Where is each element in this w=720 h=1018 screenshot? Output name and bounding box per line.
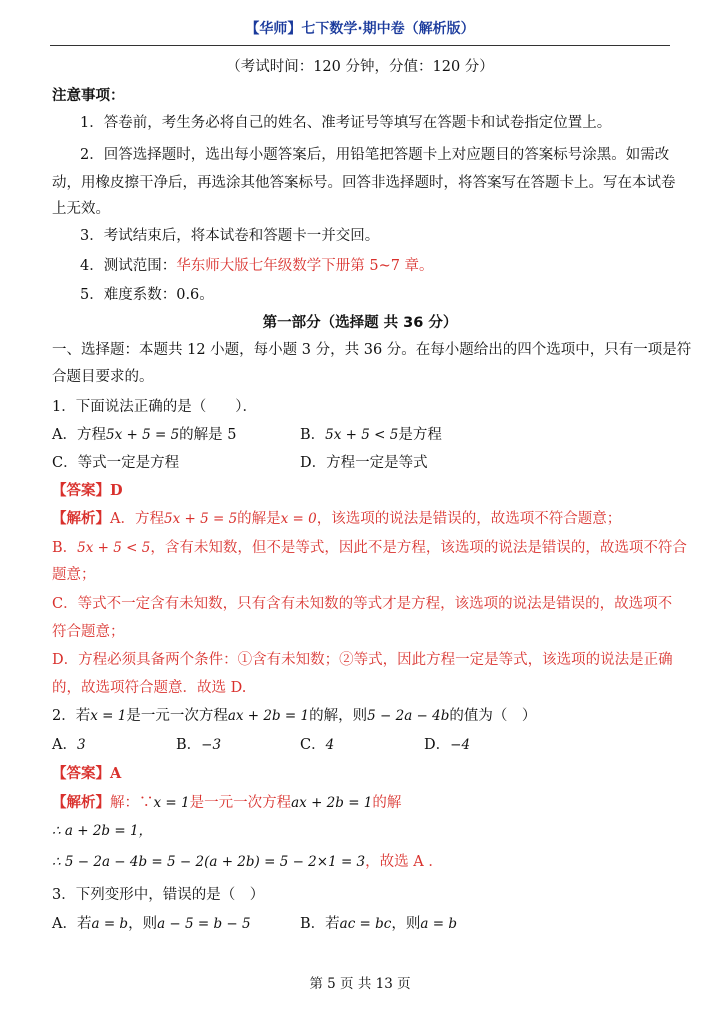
math-expression: ∴ 5 − 2a − 4b = 5 − 2(a + 2b) = 5 − 2×1 = 3 bbox=[52, 854, 366, 870]
section-intro: 一、选择题：本题共 12 小题，每小题 3 分，共 36 分。在每小题给出的四个选项中，只有一项是符 bbox=[52, 342, 692, 358]
analysis-text: B． bbox=[52, 540, 78, 556]
option-value: 3 bbox=[76, 737, 86, 753]
question-3-stem: 3．下列变形中，错误的是（ ） bbox=[52, 887, 265, 903]
math-expression: x = 1 bbox=[90, 708, 127, 724]
header-divider bbox=[50, 45, 670, 46]
question-1-analysis-c-continued: 符合题意； bbox=[52, 624, 125, 640]
question-2-answer: 【答案】A bbox=[52, 765, 122, 782]
note-item: 5．难度系数：0.6。 bbox=[80, 287, 214, 303]
question-2-option-c bbox=[300, 735, 334, 755]
scope-value: 华东师大版七年级数学下册第 5~7 章。 bbox=[176, 258, 434, 274]
math-expression: 5x + 5 < 5 bbox=[325, 427, 399, 443]
question-1-option-b bbox=[300, 425, 442, 445]
note-item-continued: 动，用橡皮擦干净后，再选涂其他答案标号。回答非选择题时，将答案写在答题卡上。写在本试卷 bbox=[52, 175, 676, 191]
stem-text: 的解，则 bbox=[309, 708, 368, 724]
note-item-scope bbox=[80, 256, 672, 276]
math-expression: ax + 2b = 1 bbox=[227, 708, 310, 724]
option-text: B．若 bbox=[300, 916, 340, 932]
question-2-step-1: ∴ a + 2b = 1， bbox=[52, 823, 153, 839]
analysis-text: ，该选项的说法是错误的，故选项不符合题意； bbox=[316, 511, 622, 527]
analysis-label: 【解析】 bbox=[52, 510, 110, 527]
math-expression: 5x + 5 < 5 bbox=[77, 540, 151, 556]
stem-text: 2．若 bbox=[52, 708, 91, 724]
analysis-label: 【解析】 bbox=[52, 794, 110, 811]
option-value: −4 bbox=[450, 737, 471, 753]
option-label: B． bbox=[300, 427, 326, 443]
question-1-stem: 1．下面说法正确的是（ ）． bbox=[52, 399, 257, 415]
math-expression: 5x + 5 = 5 bbox=[163, 511, 238, 527]
question-2-analysis bbox=[52, 793, 672, 813]
option-text: A．若 bbox=[52, 916, 92, 932]
question-1-analysis-b-continued: 题意； bbox=[52, 567, 96, 583]
scope-label: 4．测试范围： bbox=[80, 258, 177, 274]
question-1-analysis-d-continued: 的，故选项符合题意．故选 D. bbox=[52, 680, 247, 696]
analysis-text: A．方程 bbox=[110, 511, 164, 527]
question-2-stem bbox=[52, 706, 672, 726]
option-text: ，则 bbox=[128, 916, 158, 932]
analysis-text: ，含有未知数，但不是等式，因此不是方程，该选项的说法是错误的，故选项不符合 bbox=[150, 540, 687, 556]
question-3-option-b bbox=[300, 914, 457, 934]
analysis-text: ，故选 A ． bbox=[365, 854, 443, 870]
stem-text: 是一元一次方程 bbox=[126, 708, 228, 724]
question-2-option-b bbox=[176, 735, 221, 755]
exam-info: （考试时间：120 分钟，分值：120 分） bbox=[226, 59, 494, 75]
math-expression: a = b bbox=[91, 916, 129, 932]
math-expression: 5x + 5 = 5 bbox=[105, 427, 180, 443]
question-1-answer: 【答案】D bbox=[52, 482, 123, 499]
note-item: 1．答卷前，考生务必将自己的姓名、准考证号等填写在答题卡和试卷指定位置上。 bbox=[80, 115, 612, 131]
question-1-option-a bbox=[52, 425, 237, 445]
note-item: 3．考试结束后，将本试卷和答题卡一并交回。 bbox=[80, 228, 380, 244]
math-expression: x = 1 bbox=[153, 795, 190, 811]
math-expression: 5 − 2a − 4b bbox=[367, 708, 450, 724]
math-expression: a − 5 = b − 5 bbox=[157, 916, 251, 932]
note-item: 2．回答选择题时，选出每小题答案后，用铅笔把答题卡上对应题目的答案标号涂黑。如需改 bbox=[80, 147, 670, 163]
part1-title: 第一部分（选择题 共 36 分） bbox=[262, 315, 458, 331]
option-label: A． bbox=[52, 737, 77, 753]
header-title: 【华师】七下数学·期中卷（解析版） bbox=[245, 21, 475, 37]
question-2-step-2 bbox=[52, 852, 672, 872]
question-2-option-d bbox=[424, 735, 470, 755]
question-1-option-d: D．方程一定是等式 bbox=[300, 455, 428, 471]
section-intro-continued: 合题目要求的。 bbox=[52, 369, 154, 385]
analysis-text: 是一元一次方程 bbox=[189, 795, 292, 811]
math-expression: a = b bbox=[420, 916, 457, 932]
question-3-option-a bbox=[52, 914, 251, 934]
option-text: ，则 bbox=[391, 916, 421, 932]
stem-text: 的值为（ ） bbox=[449, 708, 537, 724]
option-label: C． bbox=[300, 737, 326, 753]
analysis-text: 的解是 bbox=[237, 511, 281, 527]
math-expression: x = 0 bbox=[280, 511, 317, 527]
question-1-option-c: C．等式一定是方程 bbox=[52, 455, 180, 471]
option-value: −3 bbox=[201, 737, 222, 753]
question-1-analysis-b bbox=[52, 538, 687, 558]
notes-title: 注意事项： bbox=[52, 88, 125, 104]
option-label: D． bbox=[424, 737, 451, 753]
question-1-analysis-c: C．等式不一定含有未知数，只有含有未知数的等式才是方程，该选项的说法是错误的，故选项不 bbox=[52, 596, 673, 612]
analysis-text: 解：∵ bbox=[110, 795, 154, 811]
option-label: B． bbox=[176, 737, 202, 753]
option-text: A．方程 bbox=[52, 427, 106, 443]
option-text: 的解是 5 bbox=[179, 427, 237, 443]
question-1-analysis-d: D．方程必须具备两个条件：①含有未知数；②等式，因此方程一定是等式，该选项的说法是正确 bbox=[52, 652, 673, 668]
analysis-text: 的解 bbox=[372, 795, 402, 811]
option-value: 4 bbox=[325, 737, 335, 753]
math-expression: ax + 2b = 1 bbox=[291, 795, 373, 811]
math-expression: ac = bc bbox=[339, 916, 392, 932]
option-text: 是方程 bbox=[398, 427, 442, 443]
note-item-continued: 上无效。 bbox=[52, 201, 110, 217]
page-number: 第 5 页 共 13 页 bbox=[309, 976, 411, 992]
question-1-analysis-a bbox=[52, 509, 672, 529]
question-2-option-a bbox=[52, 735, 86, 755]
